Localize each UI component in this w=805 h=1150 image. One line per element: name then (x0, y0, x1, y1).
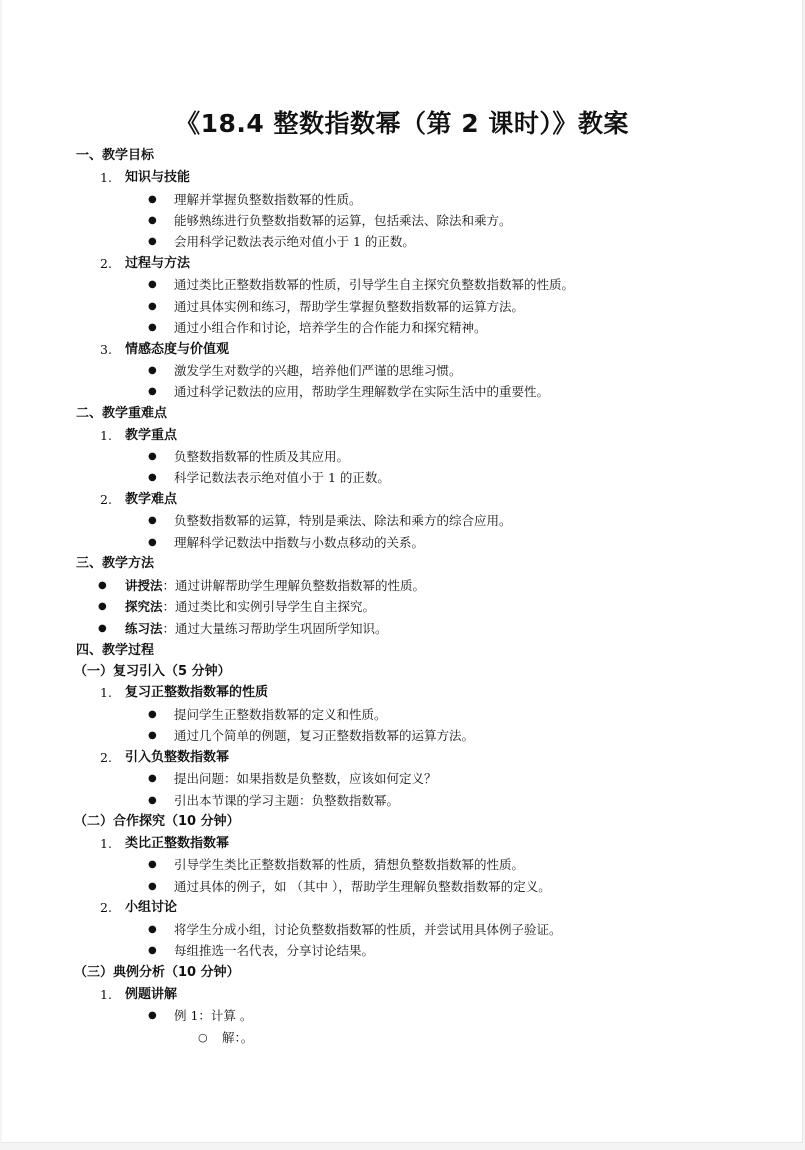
sub-bullet-text: 解：。 (222, 1030, 254, 1045)
bullet-icon: ● (148, 365, 157, 376)
method-desc: ：通过类比和实例引导学生自主探究。 (162, 599, 376, 614)
subsection-label: 小组讨论 (125, 900, 178, 915)
bullet-icon: ● (98, 580, 107, 591)
bullet-icon: ● (148, 515, 157, 526)
bullet-icon: ● (148, 945, 157, 956)
bullet-text: 通过具体的例子，如 （其中 ），帮助学生理解负整数指数幂的定义。 (174, 879, 551, 894)
bullet-icon: ● (98, 623, 107, 634)
list-number: 2. (100, 492, 112, 507)
bullet-text: 提出问题：如果指数是负整数，应该如何定义？ (174, 771, 437, 786)
section-heading-objectives: 一、教学目标 (76, 148, 155, 163)
bullet-icon: ● (148, 451, 157, 462)
document-page (2, 0, 803, 1143)
bullet-icon: ● (148, 194, 157, 205)
bullet-icon: ● (148, 730, 157, 741)
list-number: 2. (100, 900, 112, 915)
bullet-text: 通过几个简单的例题，复习正整数指数幂的运算方法。 (174, 728, 475, 743)
bullet-icon: ● (148, 301, 157, 312)
bullet-icon: ● (148, 322, 157, 333)
list-number: 1. (100, 685, 112, 700)
list-number: 1. (100, 170, 112, 185)
bullet-text: 通过小组合作和讨论，培养学生的合作能力和探究精神。 (174, 320, 487, 335)
document-title: 《18.4 整数指数幂（第 2 课时）》教案 (175, 109, 629, 138)
bullet-text: 激发学生对数学的兴趣，培养他们严谨的思维习惯。 (174, 363, 462, 378)
bullet-text: 能够熟练进行负整数指数幂的运算，包括乘法、除法和乘方。 (174, 213, 512, 228)
subsection-label: 教学难点 (125, 492, 178, 507)
subsection-label: 引入负整数指数幂 (125, 750, 230, 765)
bullet-text: 通过具体实例和练习，帮助学生掌握负整数指数幂的运算方法。 (174, 299, 525, 314)
bullet-icon: ● (148, 472, 157, 483)
method-name: 探究法 (125, 599, 163, 614)
section-heading-key-points: 二、教学重难点 (76, 406, 168, 421)
bullet-text: 引出本节课的学习主题：负整数指数幂。 (174, 793, 400, 808)
bullet-icon: ● (148, 924, 157, 935)
bullet-icon: ● (148, 386, 157, 397)
bullet-icon: ● (148, 859, 157, 870)
bullet-text: 负整数指数幂的性质及其应用。 (174, 449, 350, 464)
phase-heading-review: （一）复习引入（5 分钟） (74, 664, 231, 679)
bullet-text: 引导学生类比正整数指数幂的性质，猜想负整数指数幂的性质。 (174, 857, 525, 872)
section-heading-methods: 三、教学方法 (76, 556, 155, 571)
section-heading-process: 四、教学过程 (76, 643, 155, 658)
phase-heading-explore: （二）合作探究（10 分钟） (74, 814, 240, 829)
list-number: 1. (100, 836, 112, 851)
bullet-icon: ● (148, 537, 157, 548)
subsection-label: 类比正整数指数幂 (125, 836, 230, 851)
method-desc: ：通过讲解帮助学生理解负整数指数幂的性质。 (162, 578, 426, 593)
method-desc: ：通过大量练习帮助学生巩固所学知识。 (162, 621, 388, 636)
bullet-text: 通过类比正整数指数幂的性质，引导学生自主探究负整数指数幂的性质。 (174, 277, 575, 292)
circle-bullet-icon: ○ (198, 1031, 208, 1044)
bullet-icon: ● (148, 881, 157, 892)
bullet-icon: ● (148, 773, 157, 784)
bullet-text: 例 1：计算 。 (174, 1008, 253, 1023)
bullet-text: 提问学生正整数指数幂的定义和性质。 (174, 707, 387, 722)
subsection-label: 知识与技能 (125, 170, 191, 185)
bullet-text: 科学记数法表示绝对值小于 1 的正数。 (174, 470, 390, 485)
bullet-text: 通过科学记数法的应用，帮助学生理解数学在实际生活中的重要性。 (174, 384, 550, 399)
bullet-icon: ● (148, 279, 157, 290)
bullet-text: 理解并掌握负整数指数幂的性质。 (174, 192, 362, 207)
subsection-label: 情感态度与价值观 (125, 342, 230, 357)
bullet-icon: ● (148, 1010, 157, 1021)
bullet-text: 负整数指数幂的运算，特别是乘法、除法和乘方的综合应用。 (174, 513, 512, 528)
list-number: 3. (100, 342, 112, 357)
bullet-icon: ● (98, 601, 107, 612)
bullet-icon: ● (148, 236, 157, 247)
bullet-text: 每组推选一名代表，分享讨论结果。 (174, 943, 375, 958)
method-name: 讲授法 (125, 578, 163, 593)
list-number: 1. (100, 428, 112, 443)
bullet-icon: ● (148, 709, 157, 720)
list-number: 1. (100, 987, 112, 1002)
list-number: 2. (100, 256, 112, 271)
subsection-label: 复习正整数指数幂的性质 (125, 685, 269, 700)
subsection-label: 过程与方法 (125, 256, 191, 271)
bullet-icon: ● (148, 795, 157, 806)
subsection-label: 例题讲解 (125, 987, 178, 1002)
bullet-text: 理解科学记数法中指数与小数点移动的关系。 (174, 535, 425, 550)
subsection-label: 教学重点 (125, 428, 178, 443)
method-name: 练习法 (125, 621, 163, 636)
bullet-text: 将学生分成小组，讨论负整数指数幂的性质，并尝试用具体例子验证。 (174, 922, 562, 937)
bullet-icon: ● (148, 215, 157, 226)
list-number: 2. (100, 750, 112, 765)
phase-heading-examples: （三）典例分析（10 分钟） (74, 965, 240, 980)
bullet-text: 会用科学记数法表示绝对值小于 1 的正数。 (174, 234, 415, 249)
